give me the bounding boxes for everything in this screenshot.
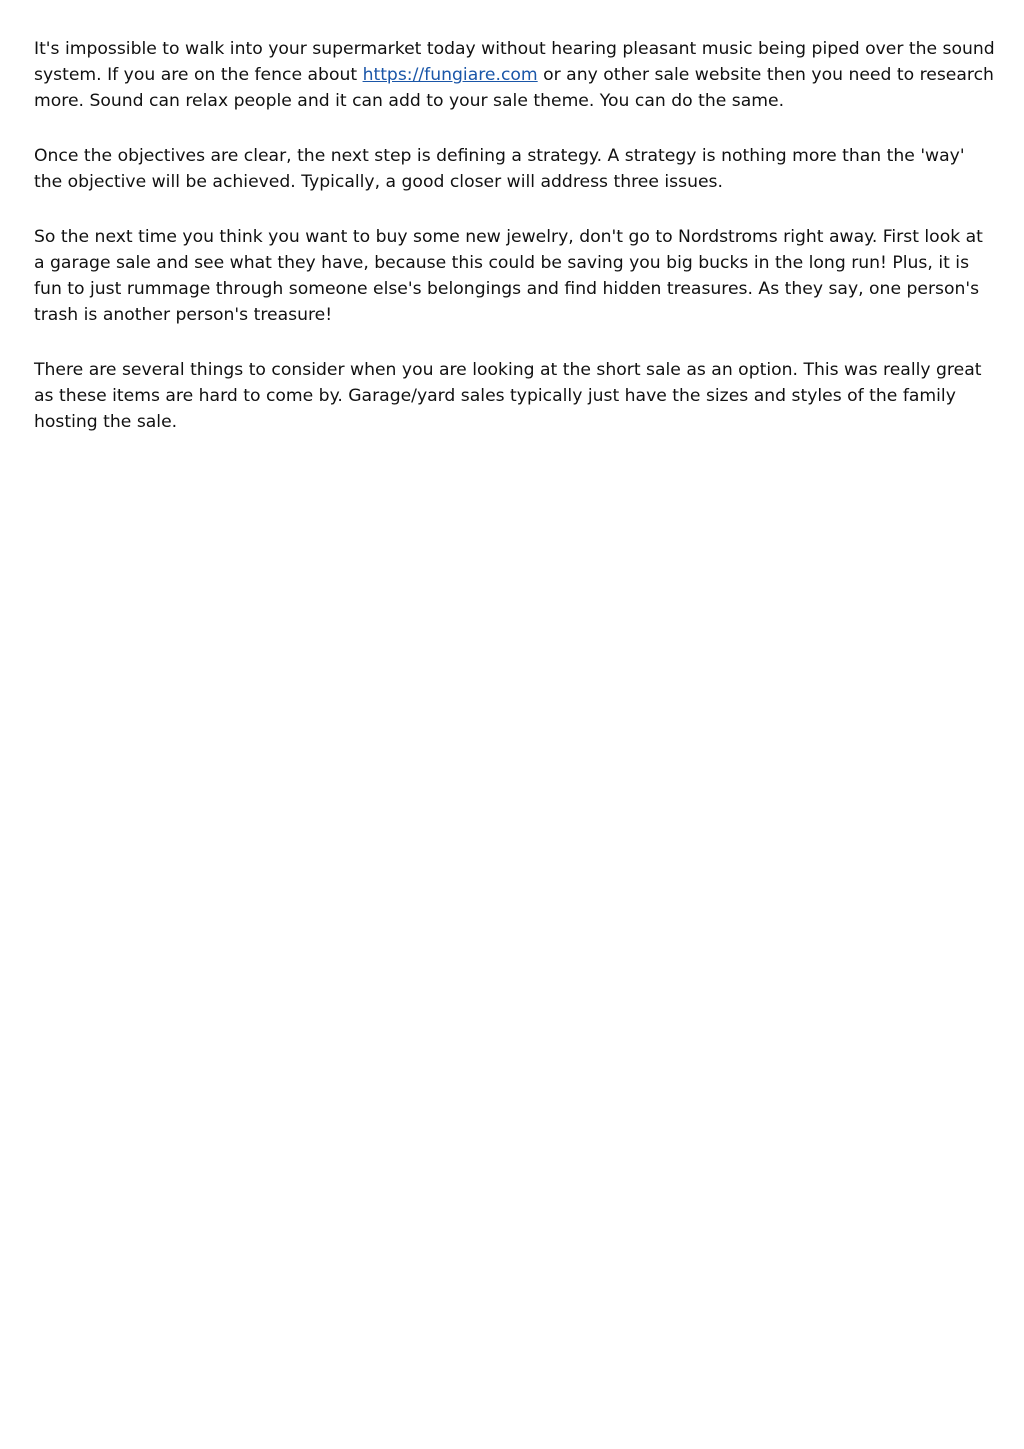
paragraph-intro-text-start: It's impossible to walk into your supermarket today without hearing pleasant music being piped over the sound system. If you are on the fence about: [34, 39, 995, 85]
paragraph-intro: [34, 36, 996, 114]
fungiare-link[interactable]: https://fungiare.com: [362, 65, 538, 85]
paragraph-strategy: Once the objectives are clear, the next step is defining a strategy. A strategy is nothing more than the 'way' the objective will be achieved. Typically, a good closer will address three issues.: [34, 146, 965, 192]
paragraph-jewelry: So the next time you think you want to buy some new jewelry, don't go to Nordstroms right away. First look at a garage sale and see what they have, because this could be saving you big bucks in the long run! Plus, it is fun to just rummage through someone else's belongings and find hidden treasures. As they say, one person's trash is another person's treasure!: [34, 227, 983, 325]
document-body: [34, 36, 996, 464]
paragraph-short-sale: There are several things to consider when you are looking at the short sale as an option. This was really great as these items are hard to come by. Garage/yard sales typically just have the sizes and styles of the family hosting the sale.: [34, 360, 982, 432]
paragraph-intro-text-end: or any other sale website then you need to research more. Sound can relax people and it can add to your sale theme. You can do the same.: [34, 65, 994, 111]
